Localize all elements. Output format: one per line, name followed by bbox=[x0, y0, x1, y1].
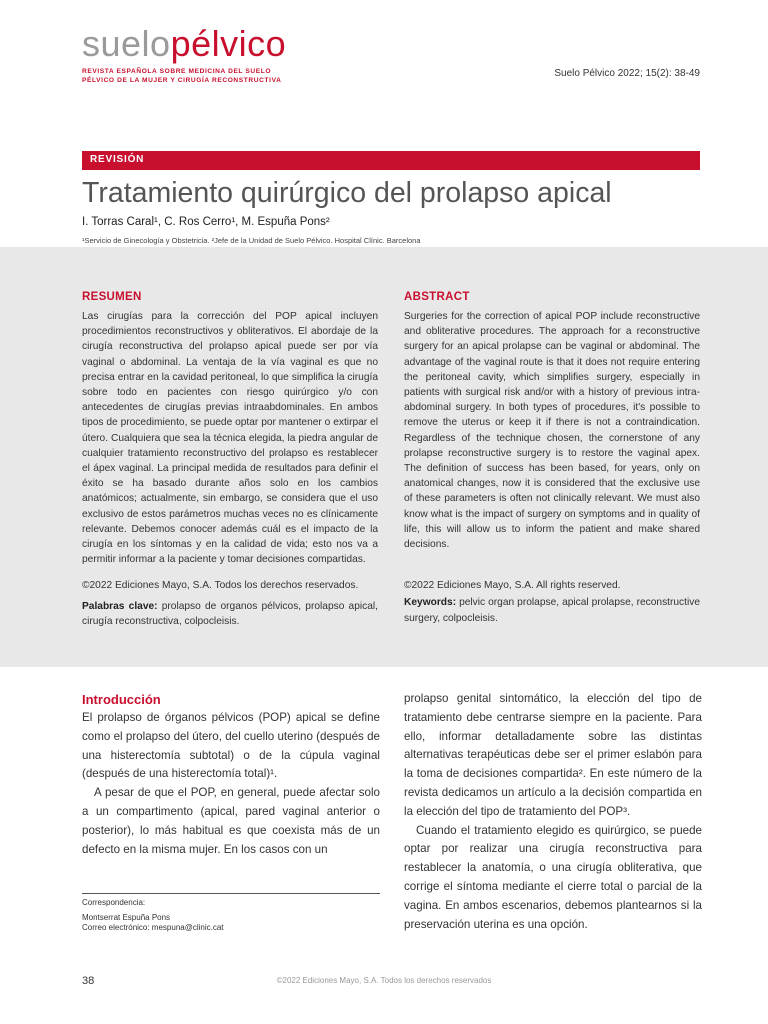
resumen-body: Las cirugías para la corrección del POP apical incluyen procedimientos reconstructivos y obliterativos. El abordaje de la cirugía reconstructiva del prolapso apical puede ser por vía vaginal o abdominal. La ventaja de la vía vaginal es que no precisa entrar en la cavidad peritoneal, lo que simplifica la cirugía sobre todo en pacientes con riesgo quirúrgico y/o con antecedentes de cirugías previas intraabdominales. En ambos tipos de procedimiento, se puede optar por mantener o extirpar el útero. Cualquiera que sea la técnica elegida, la piedra angular de cualquier tratamiento reconstructivo del prolapso es restablecer el ápex vaginal. La principal medida de resultados para definir el éxito se ha basado durante años solo en los cambios anatómicos; actualmente, sin embargo, se considera que el uso exclusivo de estos parámetros muchas veces no es clínicamente relevante. Debemos conocer además cuál es el impacto de la cirugía en los síntomas y en la calidad de vida; esto nos va a permitir informar a la paciente y tomar decisiones compartidas. bbox=[82, 311, 378, 566]
resumen-keywords bbox=[82, 599, 378, 629]
intro-heading: Introducción bbox=[82, 692, 161, 707]
journal-logo bbox=[82, 23, 287, 64]
abstract-copyright: ©2022 Ediciones Mayo, S.A. All rights reserved. bbox=[404, 580, 621, 592]
intro-paragraph-1: El prolapso de órganos pélvicos (POP) apical se define como el prolapso del útero, del cuello uterino (después de una histerectomía subtotal) o de la cúpula vaginal (después de una histerectomía total)¹. bbox=[82, 711, 380, 781]
journal-subtitle-line1: REVISTA ESPAÑOLA SOBRE MEDICINA DEL SUELO bbox=[82, 68, 272, 75]
section-bar bbox=[82, 151, 700, 170]
abstract-keywords-label: Keywords: bbox=[404, 597, 457, 609]
resumen-column bbox=[82, 291, 378, 629]
resumen-keywords-label: Palabras clave: bbox=[82, 600, 158, 612]
journal-subtitle bbox=[82, 67, 281, 85]
intro-paragraph-3: prolapso genital sintomático, la elección del tipo de tratamiento debe centrarse siempre en la paciente. Para ello, informar detalladamente sobre las distintas alternativas terapéuticas debe ser el primer eslabón para la toma de decisiones compartida². En este número de la revista dedicamos un artículo a la decisión compartida en la elección del tipo de tratamiento del POP³. bbox=[404, 692, 702, 818]
abstract-column bbox=[404, 291, 700, 626]
abstract-keywords-text: pelvic organ prolapse, apical prolapse, reconstructive surgery, colpocleisis. bbox=[404, 597, 700, 624]
resumen-keywords-text: prolapso de organos pélvicos, prolapso apical, cirugía reconstructiva, colpocleisis. bbox=[82, 600, 378, 627]
abstract-keywords bbox=[404, 595, 700, 625]
correspondence-divider bbox=[82, 893, 380, 894]
article-affiliations: ¹Servicio de Ginecología y Obstetricia. ²Jefe de la Unidad de Suelo Pélvico. Hospital Clínic. Barcelona bbox=[82, 236, 421, 245]
logo-part-suelo: suelo bbox=[82, 23, 171, 64]
logo-part-pelvico: pélvico bbox=[170, 23, 287, 64]
page-number: 38 bbox=[82, 975, 95, 987]
abstract-body: Surgeries for the correction of apical POP include reconstructive and obliterative procedures. The approach for a reconstructive surgery for an apical prolapse can be vaginal or abdominal. The advantage of the vaginal route is that it does not require entering the peritoneal cavity, which simplifies surgery, especially in patients with surgical risk and/or with a history of previous intra-abdominal surgery. In both types of procedures, it's possible to remove the uterus or keep it if there is not a contraindication. Regardless of the technique chosen, the cornerstone of any prolapse reconstructive surgery is to restore the vaginal apex. The definition of success has been based, for years, only on anatomical changes, now it is considered that the exclusive use of these parameters is often not clinically relevant. We must also know what is the impact of surgery on symptoms and in quality of life, this will allow us to inform the patient and make shared decisions. bbox=[404, 311, 700, 551]
abstract-heading: ABSTRACT bbox=[404, 291, 470, 303]
journal-subtitle-line2: PÉLVICO DE LA MUJER Y CIRUGÍA RECONSTRUCTIVA bbox=[82, 77, 282, 84]
section-label: REVISIÓN bbox=[90, 154, 145, 165]
intro-paragraph-2: A pesar de que el POP, en general, puede afectar solo a un compartimento (apical, pared vaginal anterior o posterior), lo más habitual es que coexista más de un defecto en la misma mujer. En los casos con un bbox=[82, 786, 380, 856]
body-column-left bbox=[82, 692, 380, 859]
correspondence-email: Correo electrónico: mespuna@clinic.cat bbox=[82, 923, 224, 932]
correspondence-heading: Correspondencia: bbox=[82, 898, 146, 907]
resumen-copyright: ©2022 Ediciones Mayo, S.A. Todos los derechos reservados. bbox=[82, 580, 359, 592]
resumen-heading: RESUMEN bbox=[82, 291, 142, 303]
footer-copyright: ©2022 Ediciones Mayo, S.A. Todos los derechos reservados bbox=[276, 976, 492, 985]
journal-citation: Suelo Pélvico 2022; 15(2): 38-49 bbox=[554, 68, 700, 79]
intro-paragraph-4: Cuando el tratamiento elegido es quirúrgico, se puede optar por realizar una cirugía reconstructiva para restablecer la anatomía, o una cirugía obliterativa, que corrige el síntoma mediante el cierre total o parcial de la vagina. En ambos escenarios, debemos plantearnos si la preservación uterina es una opción. bbox=[404, 823, 702, 931]
body-column-right bbox=[404, 690, 702, 934]
article-authors: I. Torras Caral¹, C. Ros Cerro¹, M. Espuña Pons² bbox=[82, 216, 330, 228]
article-title: Tratamiento quirúrgico del prolapso apical bbox=[82, 177, 612, 209]
correspondence-name: Montserrat Espuña Pons bbox=[82, 913, 171, 922]
